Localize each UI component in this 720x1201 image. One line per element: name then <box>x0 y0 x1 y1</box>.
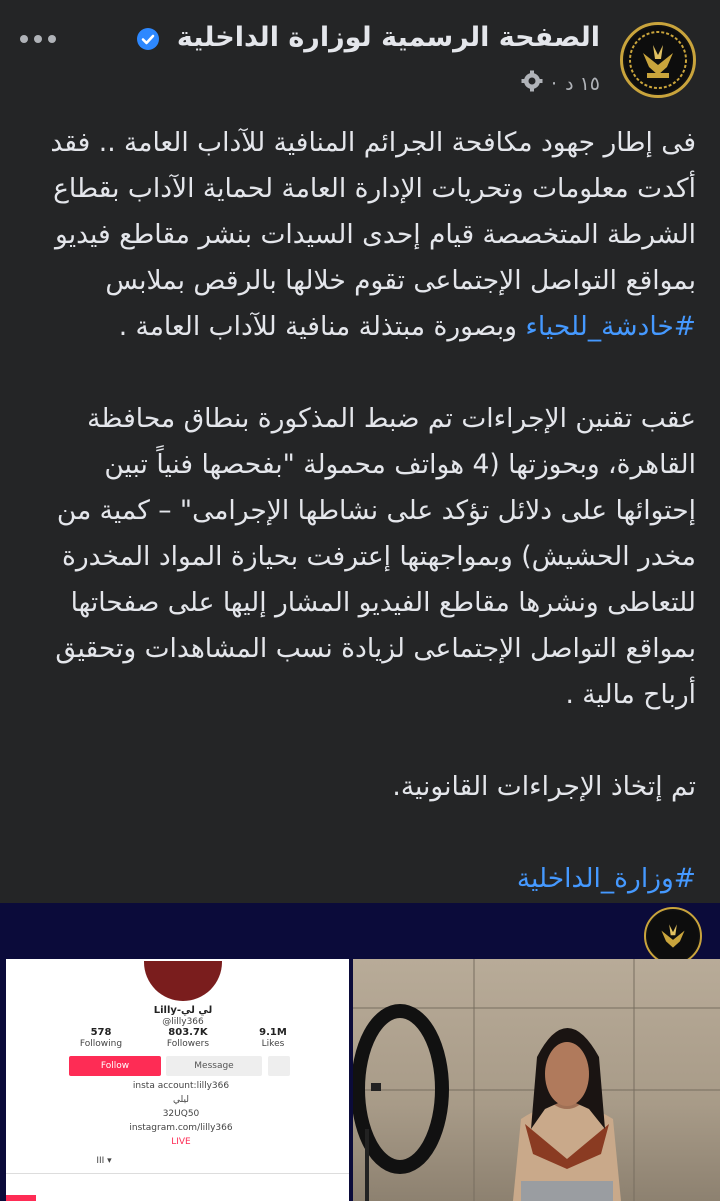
stat-value-likes: 9.1M <box>259 1027 287 1038</box>
ministry-watermark-icon <box>644 907 702 965</box>
stat-label-following: Following <box>79 1039 123 1049</box>
dot-icon <box>34 35 42 43</box>
page-name-link[interactable] <box>137 22 600 53</box>
post-header <box>0 0 720 115</box>
hashtag-link-ministry[interactable]: #وزارة_الداخلية <box>516 863 696 894</box>
stat-value-followers: 803.7K <box>168 1027 208 1038</box>
dot-icon <box>48 35 56 43</box>
profile-username: @lilly366 <box>162 1017 204 1027</box>
post-time[interactable]: ١٥ د <box>565 72 600 95</box>
page-name: الصفحة الرسمية لوزارة الداخلية <box>176 22 600 53</box>
bio-link: instagram.com/lilly366 <box>129 1123 233 1133</box>
stat-label-followers: Followers <box>166 1039 210 1049</box>
page-avatar[interactable] <box>620 22 696 98</box>
meta-separator: · <box>551 72 558 95</box>
profile-avatar <box>144 961 222 1001</box>
ministry-emblem-icon <box>623 25 693 95</box>
live-label: LIVE <box>171 1137 191 1147</box>
message-button: Message <box>166 1056 262 1076</box>
thumbnail-strip <box>6 1195 36 1201</box>
bio-line-3: 32UQ50 <box>162 1109 200 1119</box>
post-body <box>21 120 696 902</box>
stat-label-likes: Likes <box>261 1039 285 1049</box>
post-paragraph-3: تم إتخاذ الإجراءات القانونية. <box>392 771 696 802</box>
paragraph-1-text: فى إطار جهود مكافحة الجرائم المنافية للآداب العامة .. فقد أكدت معلومات وتحريات الإدارة العامة لحماية الآداب بقطاع الشرطة المتخصصة قيام إحدى السيدات بنشر مقاطع فيديو بمواقع التواصل الإجتماعى تقوم خلالها بالرقص بملابس <box>50 127 696 296</box>
paragraph-1-end: وبصورة مبتذلة منافية للآداب العامة . <box>118 311 526 342</box>
bio-line-2: ليلي <box>173 1095 189 1105</box>
follow-button: Follow <box>69 1056 161 1076</box>
profile-name: Lilly-لي لي <box>153 1005 213 1016</box>
dot-icon <box>20 35 28 43</box>
post-paragraph-2: عقب تقنين الإجراءات تم ضبط المذكورة بنطاق محافظة القاهرة، وبحوزتها (4 هواتف محمولة "بفحصها فنياً تبين إحتوائها على دلائل تؤكد على نشاطها الإجرامى" – كمية من مخدر الحشيش) وبمواجهتها إعترفت بحيازة المواد المخدرة للتعاطى ونشرها مقاطع الفيديو المشار إليها على صفحاتها بمواقع التواصل الإجتماعى لزيادة نسب المشاهدات وتحقيق أرباح مالية . <box>55 403 696 710</box>
post-image[interactable] <box>0 903 720 1201</box>
more-options-button[interactable] <box>20 28 62 50</box>
bio-line-1: insta account:lilly366 <box>132 1081 230 1091</box>
chevron-down-icon <box>268 1056 290 1076</box>
post-meta <box>521 70 600 97</box>
stat-value-following: 578 <box>90 1027 112 1038</box>
tab-label: III ▾ <box>96 1156 112 1166</box>
profile-screenshot <box>6 959 349 1201</box>
arrest-photo <box>353 959 720 1201</box>
verified-badge-icon <box>137 28 159 50</box>
hashtag-link-khadsha[interactable]: #خادشة_للحياء <box>525 311 696 342</box>
post-paragraph-1 <box>21 120 696 350</box>
globe-icon <box>521 70 543 97</box>
